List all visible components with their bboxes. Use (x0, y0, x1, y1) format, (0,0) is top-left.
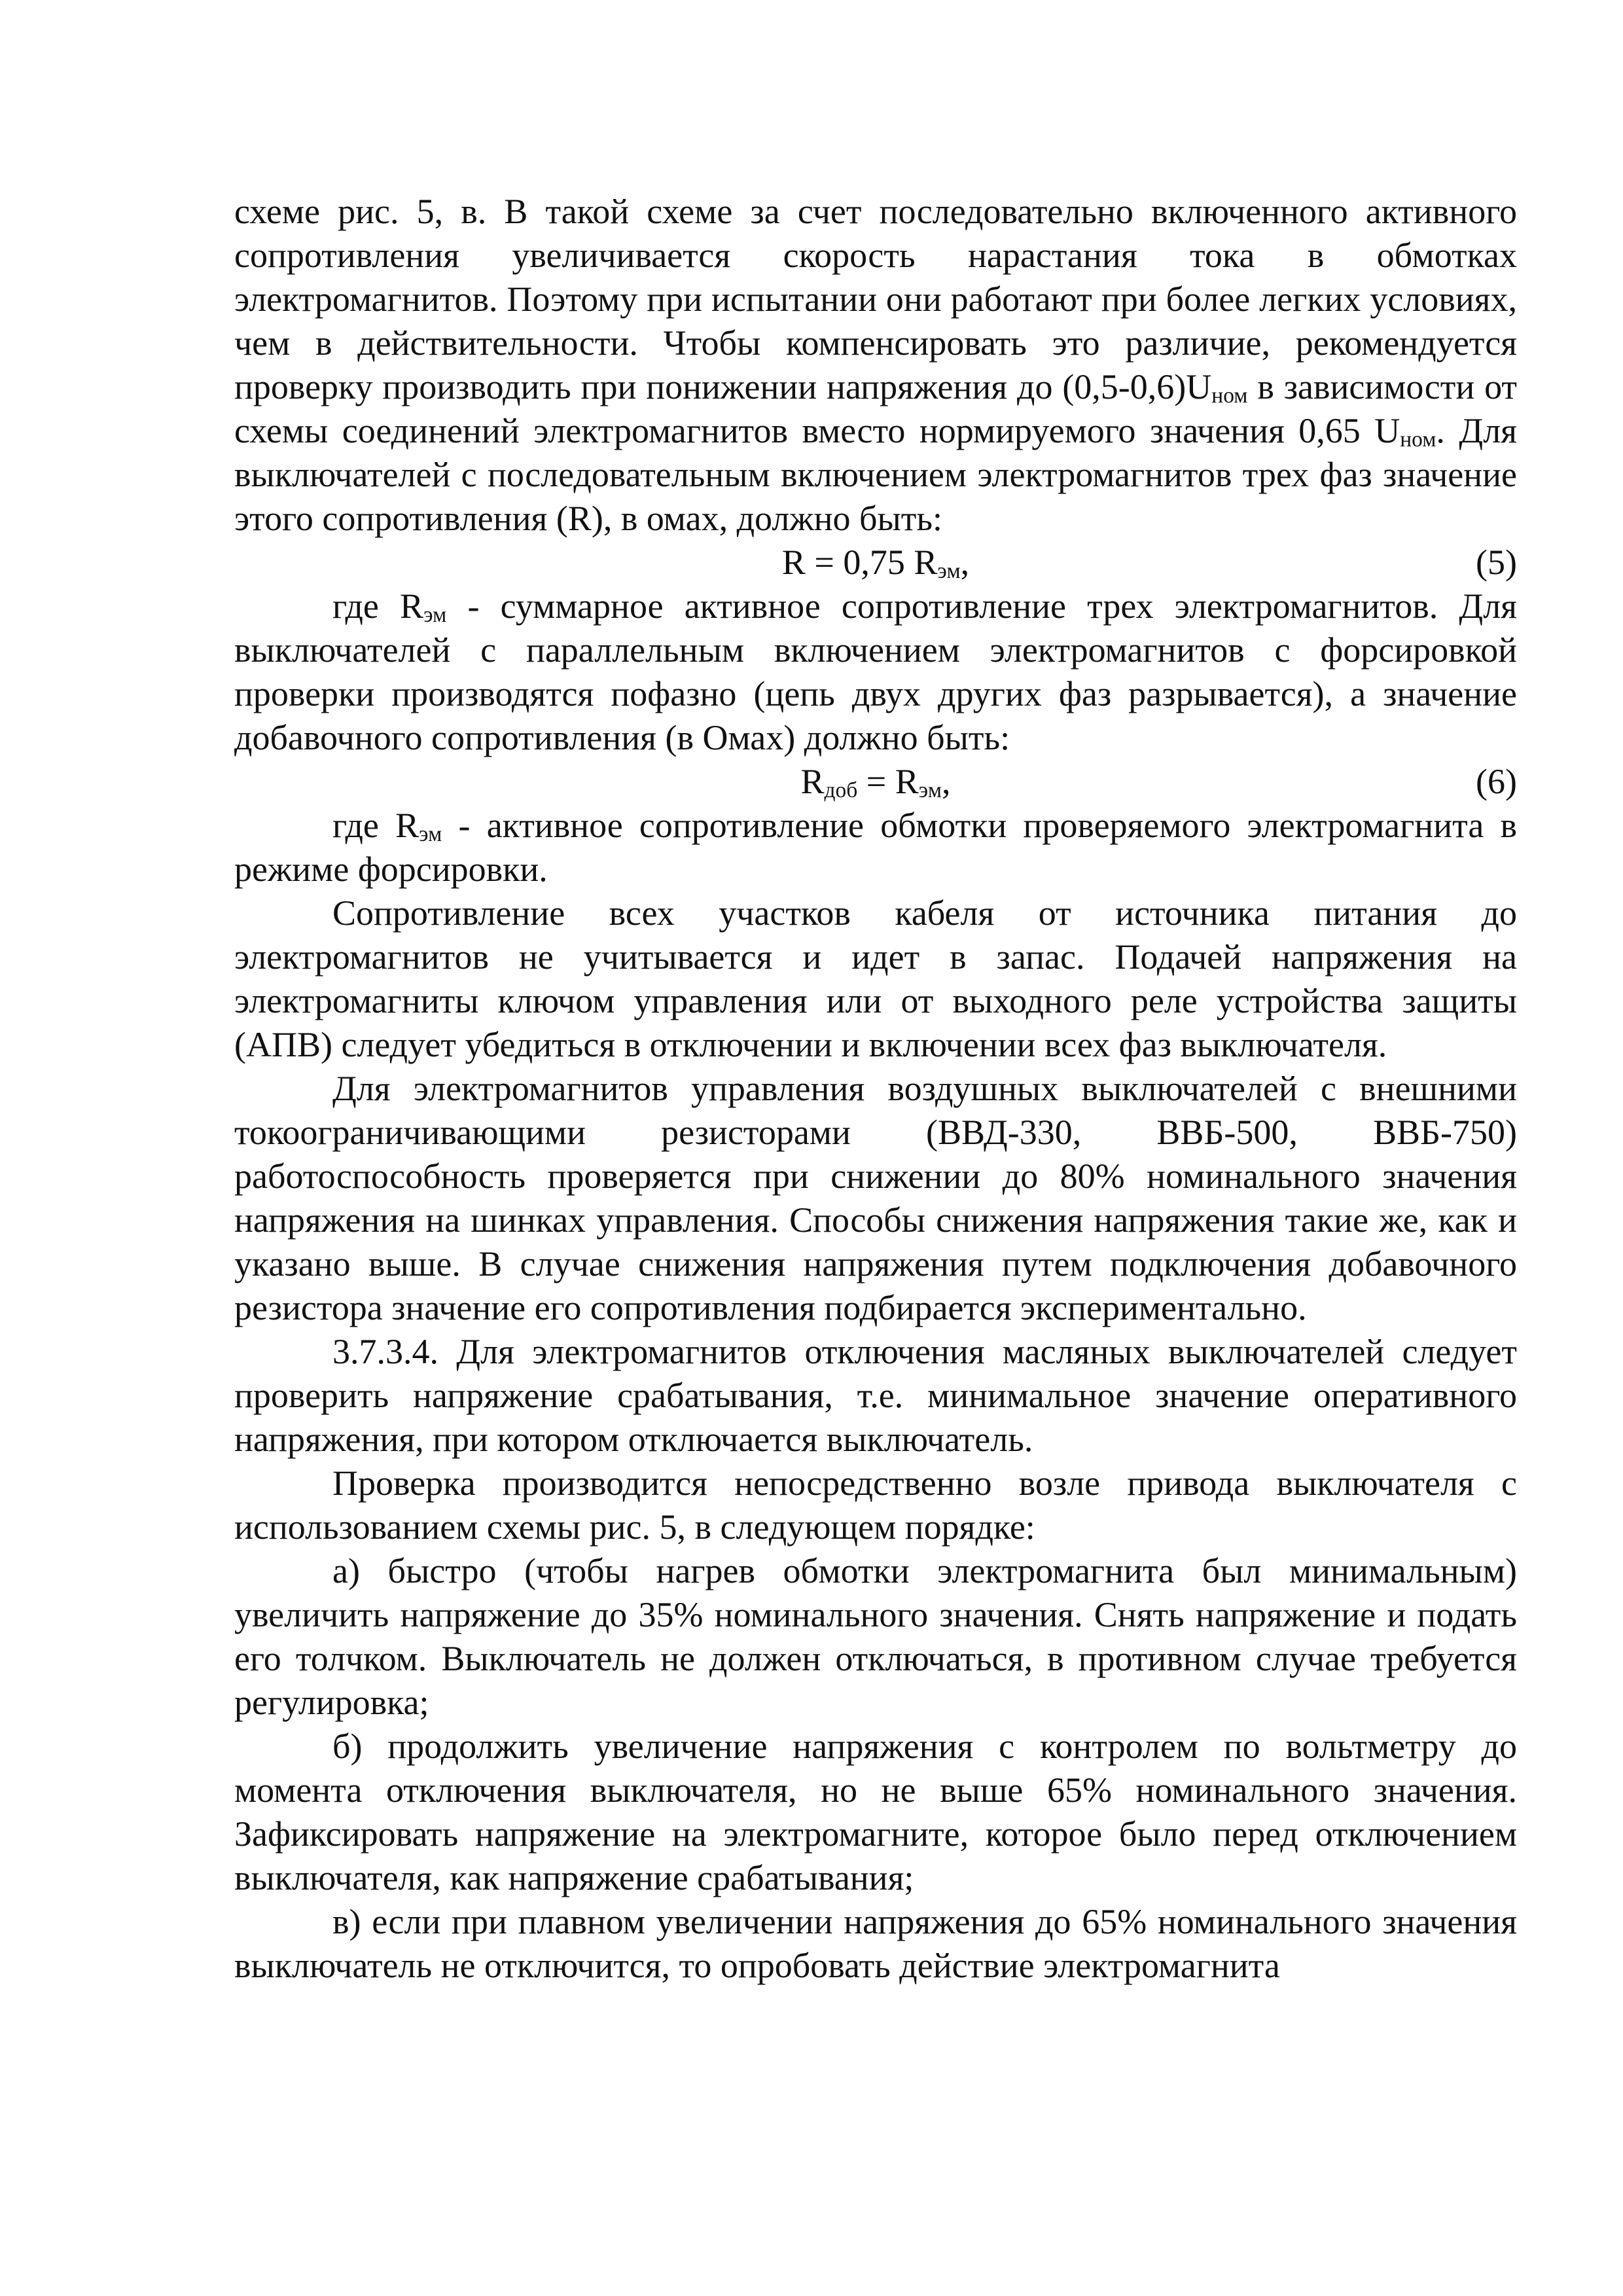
subscript-em: эм (918, 778, 942, 803)
formula-5-number: (5) (1476, 543, 1517, 582)
paragraph-sum-resistance (234, 584, 1517, 760)
text-run: в зависимости от схемы соединений электромагнитов вместо нормируемого значения 0,65 U (234, 367, 1517, 450)
text-run: где R (332, 806, 419, 845)
subscript-nom: ном (1400, 427, 1436, 452)
formula-5 (234, 541, 1517, 584)
list-item-v: в) если при плавном увеличении напряжения до 65% номинального значения выключатель не отключится, то опробовать действие электромагнита (234, 1902, 1517, 1985)
paragraph-check-procedure: Проверка производится непосредственно возле привода выключателя с использованием схемы рис. 5, в следующем порядке: (234, 1463, 1517, 1547)
formula-6-expression (800, 760, 950, 804)
formula-text: , (942, 762, 951, 801)
paragraph-section-3-7-3-4: 3.7.3.4. Для электромагнитов отключения масляных выключателей следует проверить напряжение срабатывания, т.е. минимальное значение оперативного напряжения, при котором отключается выключатель. (234, 1332, 1517, 1459)
formula-5-expression (782, 541, 969, 584)
paragraph-air-breakers: Для электромагнитов управления воздушных выключателей с внешними токоограничивающими резисторами (ВВД-330, ВВБ-500, ВВБ-750) работоспособность проверяется при снижении до 80% номинального значения напряжения на шинках управления. Способы снижения напряжения такие же, как и указано выше. В случае снижения напряжения путем подключения добавочного резистора значение его сопротивления подбирается экспериментально. (234, 1069, 1517, 1327)
formula-6 (234, 760, 1517, 804)
list-item-a: а) быстро (чтобы нагрев обмотки электромагнита был минимальным) увеличить напряжение до 35% номинального значения. Снять напряжение и подать его толчком. Выключатель не должен отключаться, в противном случае требуется регулировка; (234, 1551, 1517, 1722)
subscript-em: эм (937, 559, 961, 584)
list-item-b: б) продолжить увеличение напряжения с контролем по вольтметру до момента отключения выключателя, но не выше 65% номинального значения. Зафиксировать напряжение на электромагните, которое было перед отключением выключателя, как напряжение срабатывания; (234, 1727, 1517, 1897)
document-page (234, 190, 1517, 1988)
subscript-dob: доб (824, 778, 858, 803)
paragraph-scheme-resistance (234, 190, 1517, 541)
paragraph-cable-resistance: Сопротивление всех участков кабеля от источника питания до электромагнитов не учитывается и идет в запас. Подачей напряжения на электромагниты ключом управления или от выходного реле устройства защиты (АПВ) следует убедиться в отключении и включении всех фаз выключателя. (234, 893, 1517, 1064)
subscript-em: эм (419, 822, 442, 847)
text-run: . Для выключателей с последовательным включением электромагнитов трех фаз значение этого сопротивления (R), в омах, должно быть: (234, 411, 1518, 538)
subscript-em: эм (423, 603, 447, 628)
text-run: где R (332, 586, 424, 626)
formula-text: , (960, 543, 970, 582)
text-run: - активное сопротивление обмотки проверяемого электромагнита в режиме форсировки. (234, 806, 1518, 889)
formula-text: = R (857, 762, 919, 801)
formula-text: R = 0,75 R (781, 543, 938, 582)
text-run: - суммарное активное сопротивление трех электромагнитов. Для выключателей с параллельным включением электромагнитов с форсировкой проверки производятся пофазно (цепь двух других фаз разрывается), а значение добавочного сопротивления (в Омах) должно быть: (234, 586, 1517, 757)
formula-text: R (800, 762, 825, 801)
subscript-nom: ном (1211, 384, 1248, 408)
text-run: схеме рис. 5, в. В такой схеме за счет последовательно включенного активного сопротивления увеличивается скорость нарастания тока в обмотках электромагнитов. Поэтому при испытании они работают при более легких условиях, чем в действительности. Чтобы компенсировать это различие, рекомендуется проверку производить при понижении напряжения до (0,5-0,6)U (234, 192, 1517, 406)
paragraph-active-resistance (234, 804, 1517, 891)
formula-6-number: (6) (1476, 762, 1517, 801)
